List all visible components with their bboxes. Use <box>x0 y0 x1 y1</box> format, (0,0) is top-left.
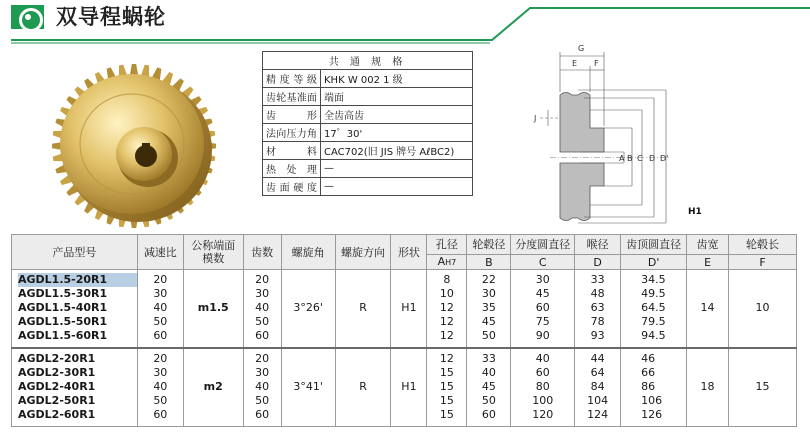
ratio-list: 20 30 40 50 60 <box>137 270 183 349</box>
spec-row <box>263 88 473 106</box>
tip-dia-list: 34.5 49.5 64.5 79.5 94.5 <box>621 270 687 349</box>
spec-value: 全齿高齿 <box>321 106 473 124</box>
col-header-tip-dia: 齿顶圆直径 <box>621 235 687 255</box>
teeth-list: 20 30 40 50 60 <box>243 348 281 427</box>
subheader-tip-dia: D' <box>621 255 687 270</box>
model-link[interactable]: AGDL1.5-50R1 <box>18 315 108 328</box>
spec-table <box>262 51 473 196</box>
model-list <box>12 270 138 349</box>
subheader-bore: AH7 <box>427 255 467 270</box>
pitch-dia-list: 30 45 60 75 90 <box>511 270 575 349</box>
teeth-list: 20 30 40 50 60 <box>243 270 281 349</box>
hub-dia-list: 22 30 35 45 50 <box>467 270 511 349</box>
spec-key: 热处理 <box>263 160 321 178</box>
shape-cell: H1 <box>391 270 427 349</box>
page-title: 双导程蜗轮 <box>56 5 166 29</box>
spec-value: KHK W 002 1 级 <box>321 70 473 88</box>
dim-label-f: F <box>594 59 599 68</box>
face-width-cell: 14 <box>687 270 729 349</box>
table-row-group-m1_5 <box>12 270 797 349</box>
col-header-bore: 孔径 <box>427 235 467 255</box>
spec-row <box>263 142 473 160</box>
bore-list: 8 10 12 12 12 <box>427 270 467 349</box>
model-list <box>12 348 138 427</box>
model-link[interactable]: AGDL1.5-30R1 <box>18 287 108 300</box>
ratio-list: 20 30 40 50 60 <box>137 348 183 427</box>
spec-value: 17゜30' <box>321 124 473 142</box>
hub-dia-list: 33 40 45 50 60 <box>467 348 511 427</box>
spec-row <box>263 70 473 88</box>
dim-label-e: E <box>572 59 578 68</box>
model-link-selected[interactable]: AGDL1.5-20R1 <box>18 273 137 287</box>
throat-dia-list: 44 64 84 104 124 <box>575 348 621 427</box>
spec-value: — <box>321 178 473 196</box>
dim-label-g: G <box>578 44 585 53</box>
hub-len-cell: 15 <box>729 348 797 427</box>
col-header-model: 产品型号 <box>12 235 138 270</box>
worm-wheel-photo <box>40 52 228 232</box>
col-header-hub-len: 轮毂长 <box>729 235 797 255</box>
model-link[interactable]: AGDL2-60R1 <box>18 408 96 421</box>
helix-angle-cell: 3°41' <box>281 348 335 427</box>
spec-value: CAC702(旧 JIS 牌号 AℓBC2) <box>321 142 473 160</box>
dim-label-b: B <box>627 154 633 163</box>
model-link[interactable]: AGDL2-50R1 <box>18 394 96 407</box>
col-header-shape: 形状 <box>391 235 427 270</box>
helix-dir-cell: R <box>335 270 391 349</box>
spec-row <box>263 160 473 178</box>
spec-key: 法向压力角 <box>263 124 321 142</box>
spec-key: 齿面硬度 <box>263 178 321 196</box>
spec-heading: 共 通 规 格 <box>263 52 473 70</box>
helix-angle-cell: 3°26' <box>281 270 335 349</box>
col-header-hub-dia: 轮毂径 <box>467 235 511 255</box>
spec-value: 端面 <box>321 88 473 106</box>
tip-dia-list: 46 66 86 106 126 <box>621 348 687 427</box>
model-link[interactable]: AGDL1.5-40R1 <box>18 301 108 314</box>
dim-label-dp: D' <box>660 154 669 163</box>
col-header-helix-angle: 螺旋角 <box>281 235 335 270</box>
spec-key: 材料 <box>263 142 321 160</box>
pitch-dia-list: 40 60 80 100 120 <box>511 348 575 427</box>
spec-row <box>263 106 473 124</box>
col-header-face-width: 齿宽 <box>687 235 729 255</box>
subheader-hub-len: F <box>729 255 797 270</box>
spec-row <box>263 124 473 142</box>
module-cell: m2 <box>183 348 243 427</box>
col-header-pitch-dia: 分度圆直径 <box>511 235 575 255</box>
helix-dir-cell: R <box>335 348 391 427</box>
module-cell: m1.5 <box>183 270 243 349</box>
throat-dia-list: 33 48 63 78 93 <box>575 270 621 349</box>
product-table <box>11 234 797 427</box>
dim-label-d: D <box>649 154 656 163</box>
table-row-group-m2 <box>12 348 797 427</box>
col-header-helix-dir: 螺旋方向 <box>335 235 391 270</box>
model-link[interactable]: AGDL2-20R1 <box>18 352 96 365</box>
dim-label-a: A <box>619 154 625 163</box>
model-link[interactable]: AGDL2-40R1 <box>18 380 96 393</box>
col-header-throat-dia: 喉径 <box>575 235 621 255</box>
model-link[interactable]: AGDL2-30R1 <box>18 366 96 379</box>
model-link[interactable]: AGDL1.5-60R1 <box>18 329 108 342</box>
dim-label-c: C <box>637 154 643 163</box>
dim-label-j: J <box>534 114 537 123</box>
subheader-face-width: E <box>687 255 729 270</box>
dimension-diagram <box>520 40 720 225</box>
subheader-pitch-dia: C <box>511 255 575 270</box>
spec-key: 精度等级 <box>263 70 321 88</box>
spec-key: 齿形 <box>263 106 321 124</box>
hub-len-cell: 10 <box>729 270 797 349</box>
spec-key: 齿轮基准面 <box>263 88 321 106</box>
spec-value: — <box>321 160 473 178</box>
subheader-hub-dia: B <box>467 255 511 270</box>
shape-label-h1: H1 <box>688 207 702 217</box>
subheader-throat-dia: D <box>575 255 621 270</box>
bore-list: 12 15 15 15 15 <box>427 348 467 427</box>
col-header-module: 公称端面模数 <box>183 235 243 270</box>
shape-cell: H1 <box>391 348 427 427</box>
col-header-teeth: 齿数 <box>243 235 281 270</box>
spec-row <box>263 178 473 196</box>
face-width-cell: 18 <box>687 348 729 427</box>
col-header-ratio: 减速比 <box>137 235 183 270</box>
